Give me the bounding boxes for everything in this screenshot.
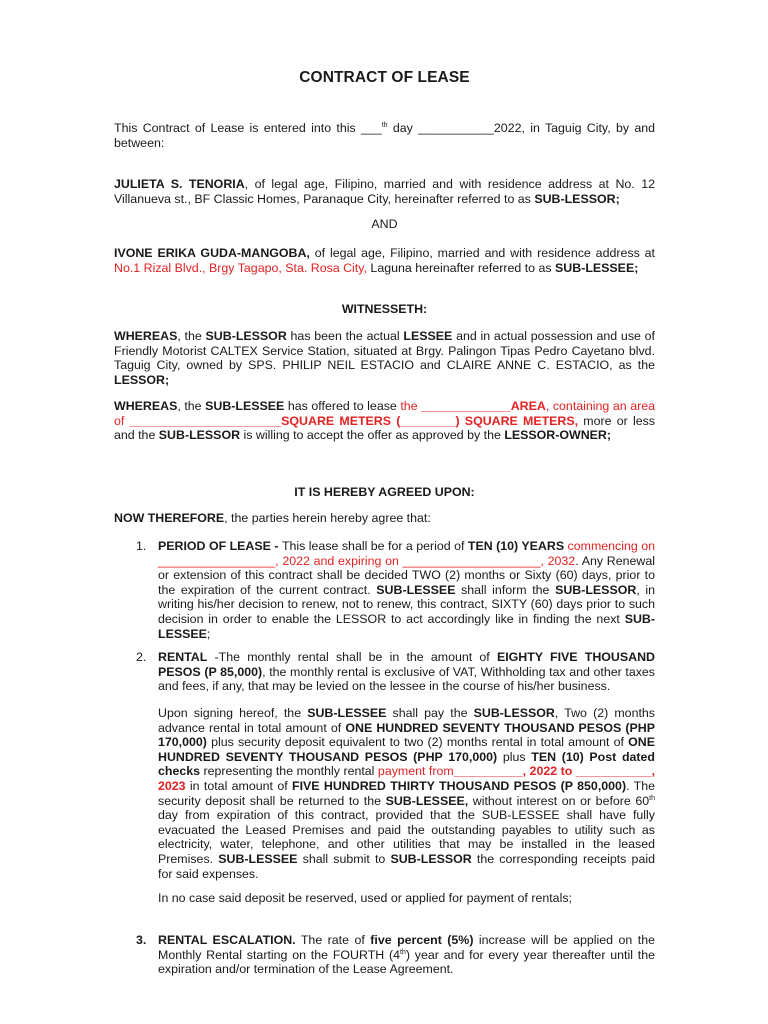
- document-title: CONTRACT OF LEASE: [299, 69, 470, 86]
- lessor-name: JULIETA S. TENORIA: [114, 177, 245, 191]
- lessor-paragraph: JULIETA S. TENORIA, of legal age, Filipino, married and with residence address at No. 12 Villanueva st., BF Classic Homes, Paranaque City, hereinafter referred to as SUB-LESSOR;: [114, 177, 655, 206]
- intro-paragraph: This Contract of Lease is entered into this ___$^{th}$ day ___________2022, in Taguig City, by and between:: [114, 121, 656, 150]
- whereas-paragraph-1: WHEREAS, the SUB-LESSOR has been the actual LESSEE and in actual possession and use of Friendly Motorist CALTEX Service Station, situated at Brgy. Palingon Tipas Pedro Cayetano blvd. Taguig City, owned by SPS. PHILIP NEIL ESTACIO and CLAIRE ANNE C. ESTACIO, as the LESSOR;: [114, 329, 655, 387]
- lessee-name: IVONE ERIKA GUDA-MANGOBA,: [114, 246, 310, 260]
- lessee-paragraph: IVONE ERIKA GUDA-MANGOBA, of legal age, Filipino, married and with residence address at No.1 Rizal Blvd., Brgy Tagapo, Sta. Rosa City, Laguna hereinafter referred to as SUB-LESSEE;: [114, 246, 655, 275]
- period-of-lease-text: PERIOD OF LEASE - This lease shall be for a period of TEN (10) YEARS commencing on _________________, 2022 and expiring on ____________________, 2032. Any Renewal or extension of this contract shall be decided TWO (2) months or Sixty (60) days, prior to the expiration of the current contract. SUB-LESSEE shall inform the SUB-LESSOR, in writing his/her decision to renew, not to renew, this contract, SIXTY (60) days prior to such decision in order to enable the LESSOR to act accordingly like in finding the next SUB-LESSEE;: [158, 539, 656, 641]
- now-therefore-paragraph: NOW THEREFORE, the parties herein hereby agree that:: [114, 511, 431, 525]
- agreed-heading: IT IS HEREBY AGREED UPON:: [294, 485, 475, 499]
- list-number: 3.: [136, 933, 147, 947]
- list-number: 2.: [136, 650, 147, 664]
- whereas-paragraph-2: WHEREAS, the SUB-LESSEE has offered to lease the _____________AREA, containing an area of ______________________SQUARE METERS (________) SQUARE METERS, more or less and the SUB-LESSOR is willing to accept the offer as approved by the LESSOR-OWNER;: [114, 399, 656, 443]
- rental-escalation-text: RENTAL ESCALATION. The rate of five percent (5%) increase will be applied on the Monthly Rental starting on the FOURTH (4th) year and for every year thereafter until the expiration and/or termination of the Lease Agreement.: [158, 933, 655, 977]
- rental-text: RENTAL -The monthly rental shall be in the amount of EIGHTY FIVE THOUSAND PESOS (P 85,000), the monthly rental is exclusive of VAT, Withholding tax and other taxes and fees, if any, that may be levied on the lessee in the course of his/her business.: [158, 650, 655, 694]
- witnesseth-heading: WITNESSETH:: [341, 302, 428, 316]
- and-label: AND: [371, 217, 398, 231]
- list-number: 1.: [136, 539, 147, 553]
